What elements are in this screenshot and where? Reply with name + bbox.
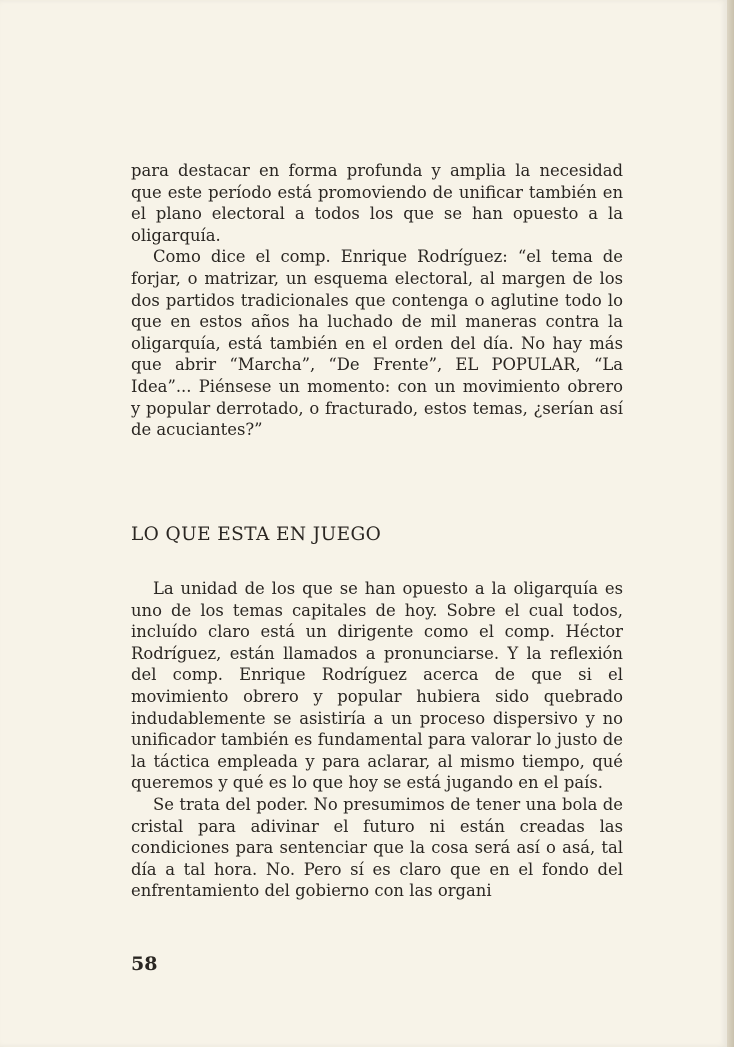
page-edge xyxy=(727,0,734,1047)
paragraph: para destacar en forma profunda y amplia la necesidad que este período está promoviendo de unificar también en el plano electoral a todos los que se han opuesto a la oligarquía. xyxy=(131,161,623,245)
text-block-top xyxy=(131,160,623,441)
page-number: 58 xyxy=(131,953,158,975)
paragraph: Se trata del poder. No presumimos de tener una bola de cristal para adivinar el futuro ni están creadas las condiciones para sentenciar que la cosa será así o asá, tal día a tal hora. No. Pero sí es claro que en el fondo del enfrentamiento del gobierno con las organi xyxy=(131,794,623,901)
section-heading: LO QUE ESTA EN JUEGO xyxy=(131,524,382,545)
paragraph: Como dice el comp. Enrique Rodríguez: “el tema de forjar, o matrizar, un esquema electoral, al margen de los dos partidos tradicionales que contenga o aglutine todo lo que en estos años ha luchado de mil maneras contra la oligarquía, está también en el orden del día. No hay más que abrir “Marcha”, “De Frente”, EL POPULAR, “La Idea”... Piénsese un momento: con un movimiento obrero y popular derrotado, o fracturado, estos temas, ¿serían así de acuciantes?” xyxy=(131,247,623,440)
text-block-bottom xyxy=(131,578,623,902)
paragraph: La unidad de los que se han opuesto a la oligarquía es uno de los temas capitales de hoy. Sobre el cual todos, incluído claro está un dirigente como el comp. Héctor Rodríguez, están llamados a pronunciarse. Y la reflexión del comp. Enrique Rodríguez acerca de que si el movimiento obrero y popular hubiera sido quebrado indudablemente se asistiría a un proceso dispersivo y no unificador también es fundamental para valorar lo justo de la táctica empleada y para aclarar, al mismo tiempo, qué queremos y qué es lo que hoy se está jugando en el país. xyxy=(131,579,623,793)
